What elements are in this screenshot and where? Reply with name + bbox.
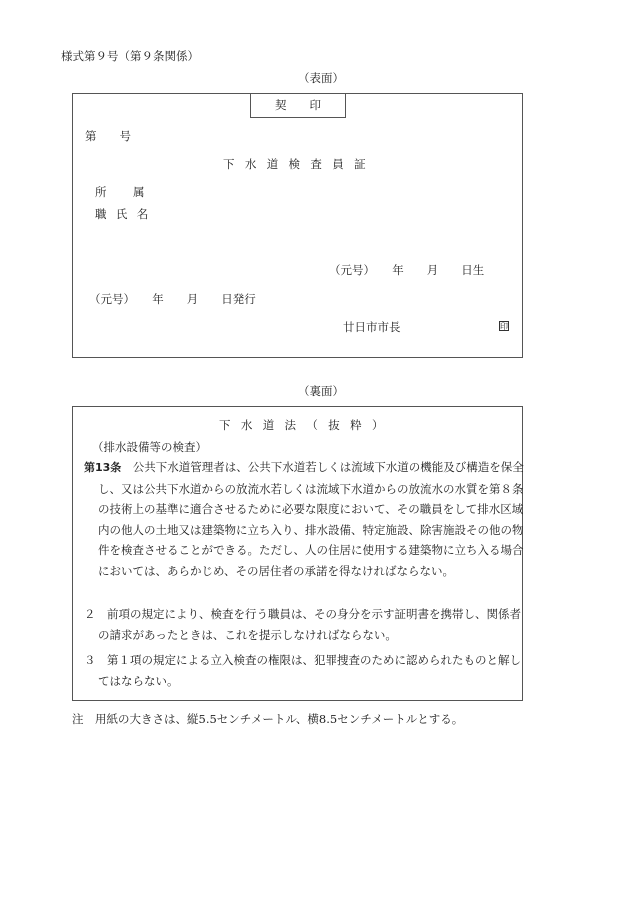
form-number: 様式第９号（第９条関係） <box>61 49 199 63</box>
law-title: 下水道法（抜粋） <box>219 418 394 432</box>
front-card <box>72 93 523 358</box>
name-label: 職 氏 名 <box>95 207 152 221</box>
birth-date: （元号） 年 月 日生 <box>329 263 485 277</box>
article-body: 公共下水道管理者は、公共下水道若しくは流域下水道の機能及び構造を保全し、又は公共下水道からの放流水若しくは流域下水道からの放流水の水質を第８条の技術上の基準に適合させるために必要な限度において、その職員をして排水区域内の他人の土地又は建築物に立ち入り、排水設備、特定施設、除害施設その他の物件を検査させることができる。ただし、人の住居に使用する建築物に立ち入る場合においては、あらかじめ、その居住者の承諾を得なければならない。 <box>98 460 524 578</box>
affiliation-label: 所 属 <box>95 185 146 199</box>
seal-box: 契 印 <box>250 93 346 118</box>
issuer: 廿日市市長 <box>343 320 401 334</box>
paragraph-3: ３ 第１項の規定による立入検査の権限は、犯罪捜査のために認められたものと解してはならない。 <box>84 653 521 688</box>
front-label: （表面） <box>298 71 344 85</box>
paragraph-2: ２ 前項の規定により、検査を行う職員は、その身分を示す証明書を携帯し、関係者の請求があったときは、これを提示しなければならない。 <box>84 607 521 642</box>
issue-date: （元号） 年 月 日発行 <box>89 292 256 306</box>
paper-size-note: 注 用紙の大きさは、縦5.5センチメートル、横8.5センチメートルとする。 <box>72 712 464 726</box>
back-label: （裏面） <box>298 384 344 398</box>
card-title: 下水道検査員証 <box>223 157 376 171</box>
issuer-seal: 印 <box>500 322 508 331</box>
article-number: 第13条 <box>84 461 122 474</box>
article-heading: （排水設備等の検査） <box>92 440 207 454</box>
number-label: 第 号 <box>85 129 131 143</box>
article-13 <box>84 457 528 581</box>
